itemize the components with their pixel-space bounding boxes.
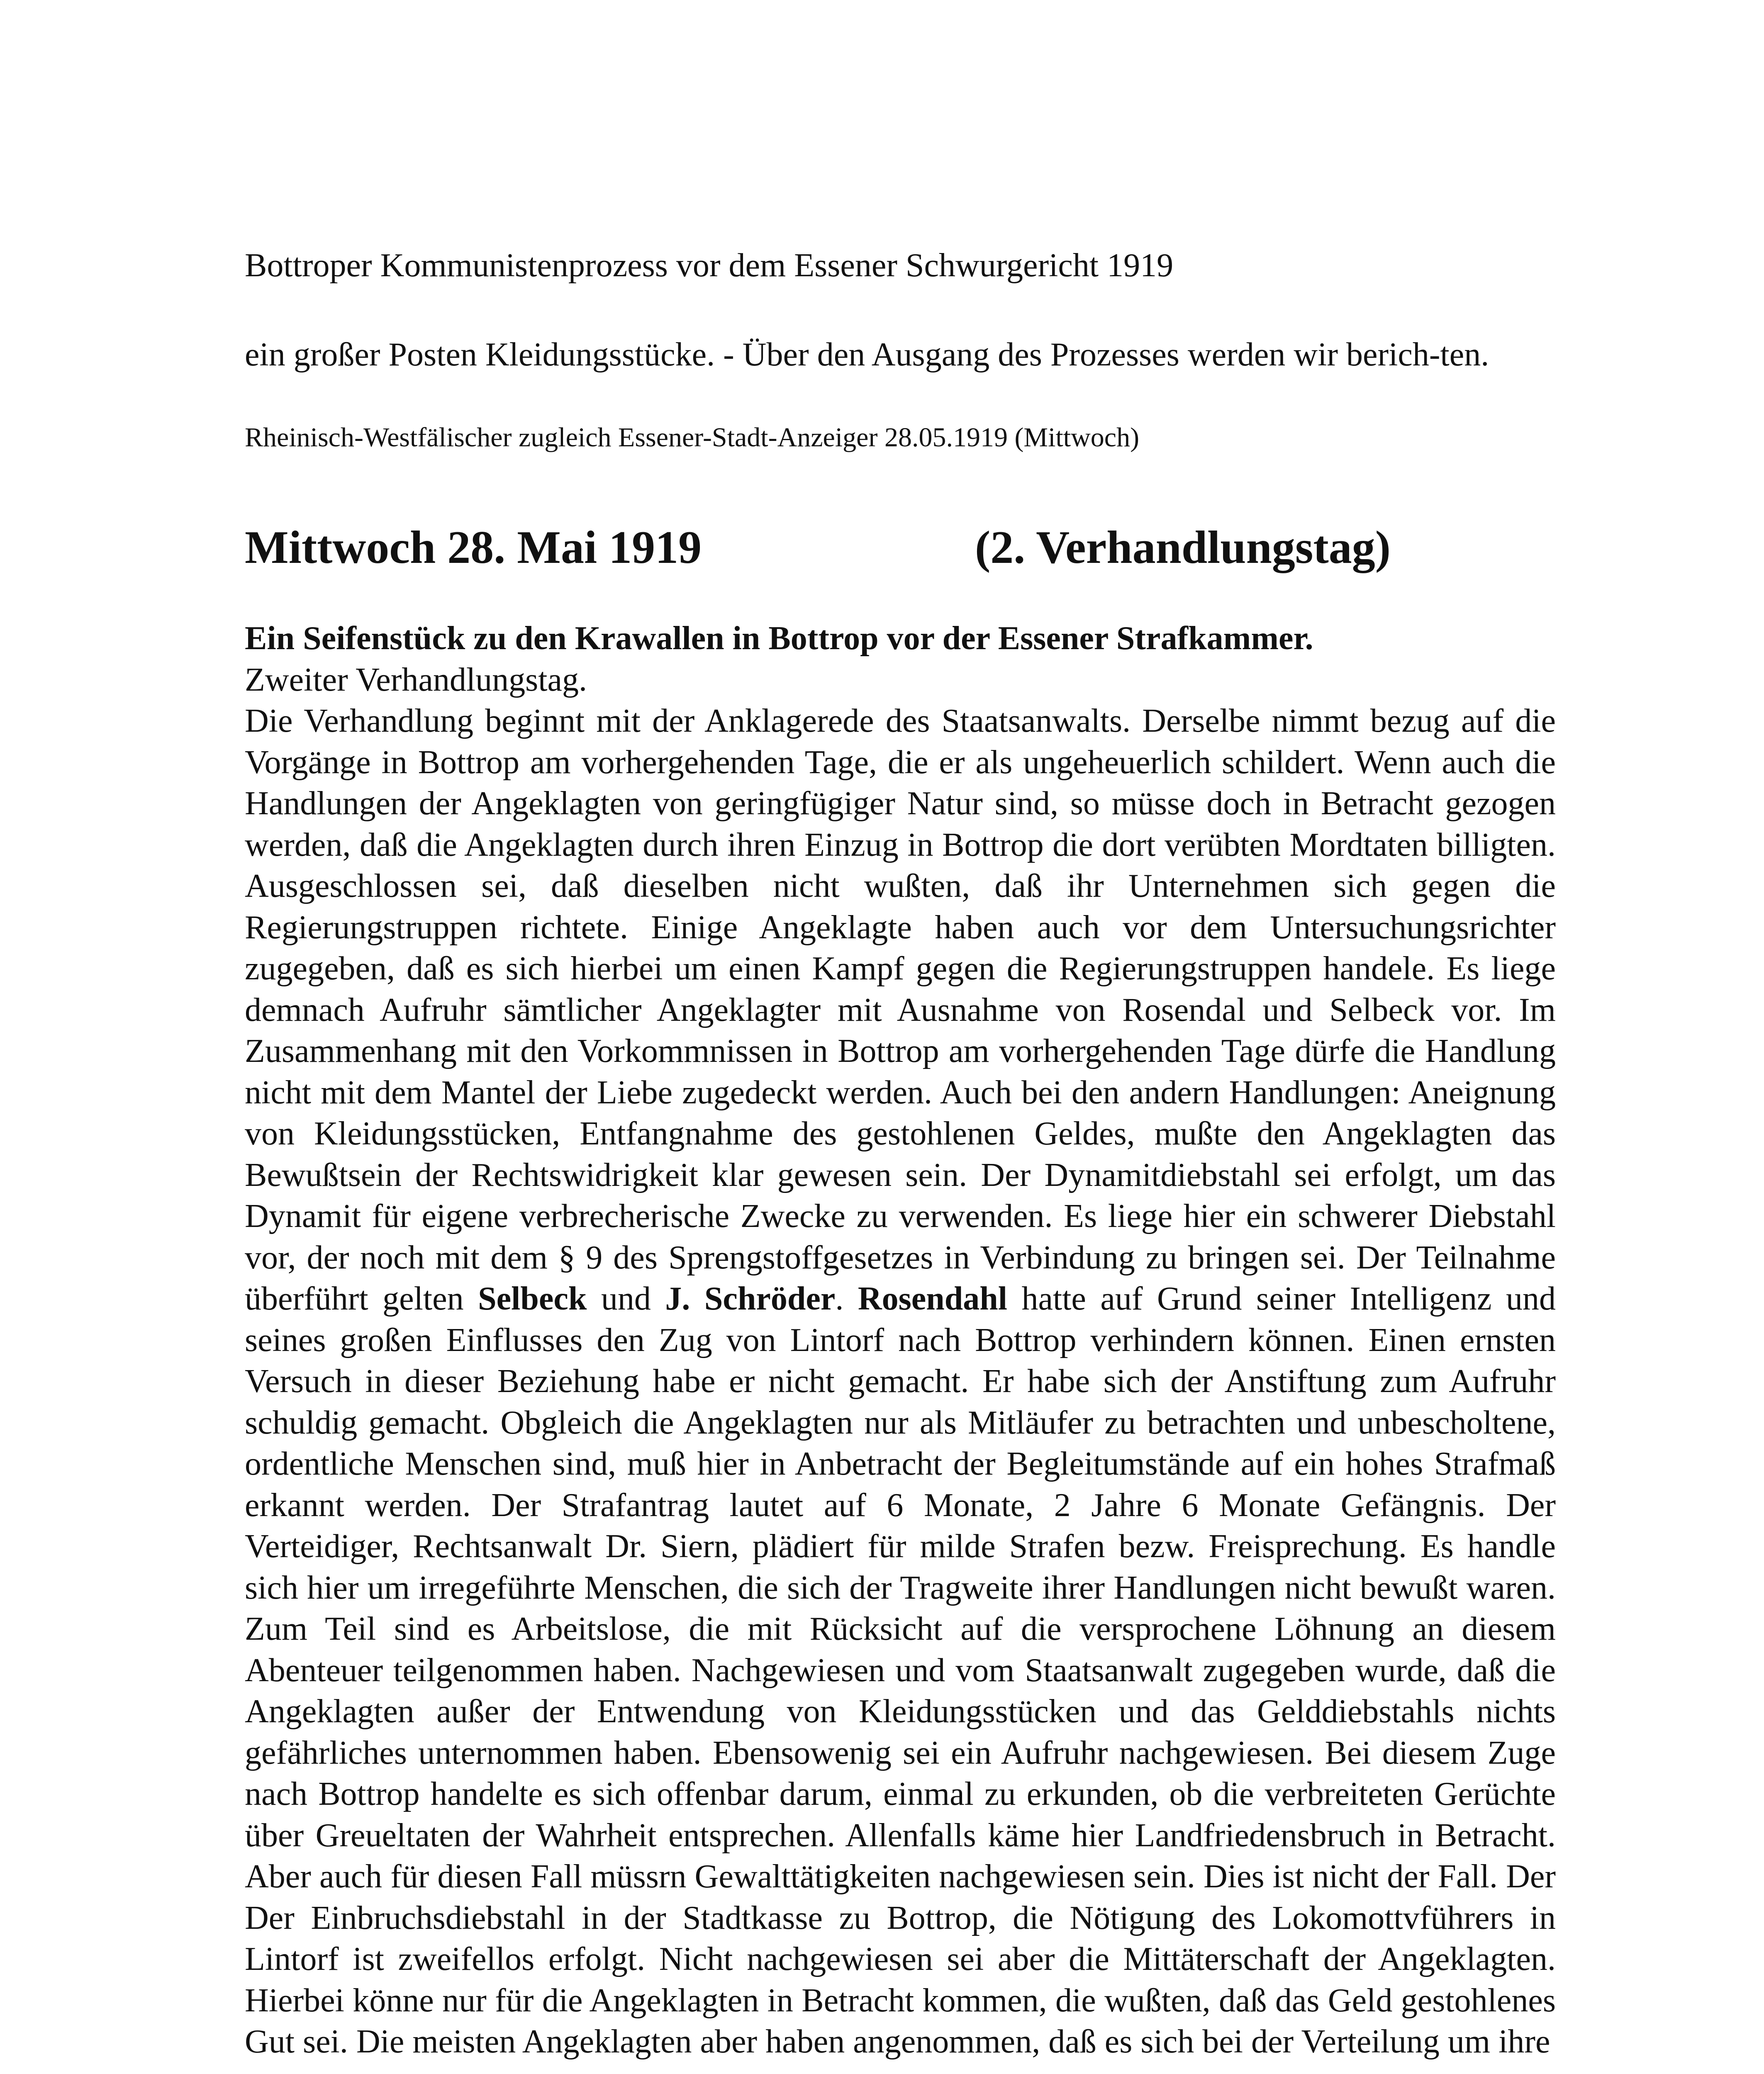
intro-paragraph: ein großer Posten Kleidungsstücke. - Über den Ausgang des Prozesses werden wir berich-ten. [245, 336, 1489, 373]
article-body-part-2: hatte auf Grund seiner Intelligenz und seines großen Einflusses den Zug von Lintorf nach Bottrop verhindern können. Einen ernsten Versuch in dieser Beziehung habe er nicht gemacht. Er habe sich der Anstiftung zum Aufruhr schuldig gemacht. Obgleich die Angeklagten nur als Mitläufer zu betrachten und unbescholtene, ordentliche Menschen sind, muß hier in Anbetracht der Begleitumstände auf ein hohes Strafmaß erkannt werden. Der Strafantrag lautet auf 6 Monate, 2 Jahre 6 Monate Gefängnis. Der Verteidiger, Rechtsanwalt Dr. Siern, plädiert für milde Strafen bezw. Freisprechung. Es handle sich hier um irregeführte Menschen, die sich der Tragweite ihrer Handlungen nicht bewußt waren. Zum Teil sind es Arbeitslose, die mit Rücksicht auf die versprochene Löhnung an diesem Abenteuer teilgenommen haben. Nachgewiesen und vom Staatsanwalt zugegeben wurde, daß die Angeklagten außer der Entwendung von Kleidungsstücken und das Gelddiebstahls nichts gefährliches unternommen haben. Ebensowenig sei ein Aufruhr nachgewiesen. Bei diesem Zuge nach Bottrop handelte es sich offenbar darum, einmal zu erkunden, ob die verbreiteten Gerüchte über Greueltaten der Wahrheit entsprechen. Allenfalls käme hier Landfriedensbruch in Betracht. Aber auch für diesen Fall müssrn Gewalttätigkeiten nachgewiesen sein. Dies ist nicht der Fall. Der Der Einbruchsdiebstahl in der Stadtkasse zu Bottrop, die Nötigung des Lokomottvführers in Lintorf ist zweifellos erfolgt. Nicht nachgewiesen sei aber die Mittäterschaft der Angeklagten. Hierbei könne nur für die Angeklagten in Betracht kommen, die wußten, daß das Geld gestohlenes Gut sei. Die meisten Angeklagten aber haben angenommen, daß es sich bei der Verteilung um ihre [245, 1280, 1556, 2060]
day-heading-date: Mittwoch 28. Mai 1919 [245, 522, 702, 573]
source-citation: Rheinisch-Westfälischer zugleich Essener-Stadt-Anzeiger 28.05.1919 (Mittwoch) [245, 422, 1140, 453]
defendant-name-rosendahl: Rosendahl [858, 1280, 1007, 1317]
running-header: Bottroper Kommunistenprozess vor dem Essener Schwurgericht 1919 [245, 247, 1174, 284]
article-body-conjunction: und [587, 1280, 665, 1317]
article-body [245, 701, 1556, 2063]
day-heading [245, 518, 1572, 577]
article-title: Ein Seifenstück zu den Krawallen in Bottrop vor der Essener Strafkammer. [245, 620, 1313, 657]
article [245, 618, 1556, 2063]
day-heading-session: (2. Verhandlungstag) [975, 522, 1391, 573]
article-subtitle: Zweiter Verhandlungstag. [245, 661, 587, 698]
article-body-punctuation: . [835, 1280, 858, 1317]
defendant-name-selbeck: Selbeck [478, 1280, 587, 1317]
defendant-name-schroeder: J. Schröder [665, 1280, 836, 1317]
article-body-part-1: Die Verhandlung beginnt mit der Anklagerede des Staatsanwalts. Derselbe nimmt bezug auf die Vorgänge in Bottrop am vorhergehenden Tage, die er als ungeheuerlich schildert. Wenn auch die Handlungen der Angeklagten von geringfügiger Natur sind, so müsse doch in Betracht gezogen werden, daß die Angeklagten durch ihren Einzug in Bottrop die dort verübten Mordtaten billigten. Ausgeschlossen sei, daß dieselben nicht wußten, daß ihr Unternehmen sich gegen die Regierungstruppen richtete. Einige Angeklagte haben auch vor dem Untersuchungsrichter zugegeben, daß es sich hierbei um einen Kampf gegen die Regierungstruppen handele. Es liege demnach Aufruhr sämtlicher Angeklagter mit Ausnahme von Rosendal und Selbeck vor. Im Zusammenhang mit den Vorkommnissen in Bottrop am vorhergehenden Tage dürfe die Handlung nicht mit dem Mantel der Liebe zugedeckt werden. Auch bei den andern Handlungen: Aneignung von Kleidungsstücken, Entfangnahme des gestohlenen Geldes, mußte den Angeklagten das Bewußtsein der Rechtswidrigkeit klar gewesen sein. Der Dynamitdiebstahl sei erfolgt, um das Dynamit für eigene verbrecherische Zwecke zu verwenden. Es liege hier ein schwerer Diebstahl vor, der noch mit dem § 9 des Sprengstoffgesetzes in Verbindung zu bringen sei. Der Teilnahme überführt gelten [245, 703, 1556, 1317]
